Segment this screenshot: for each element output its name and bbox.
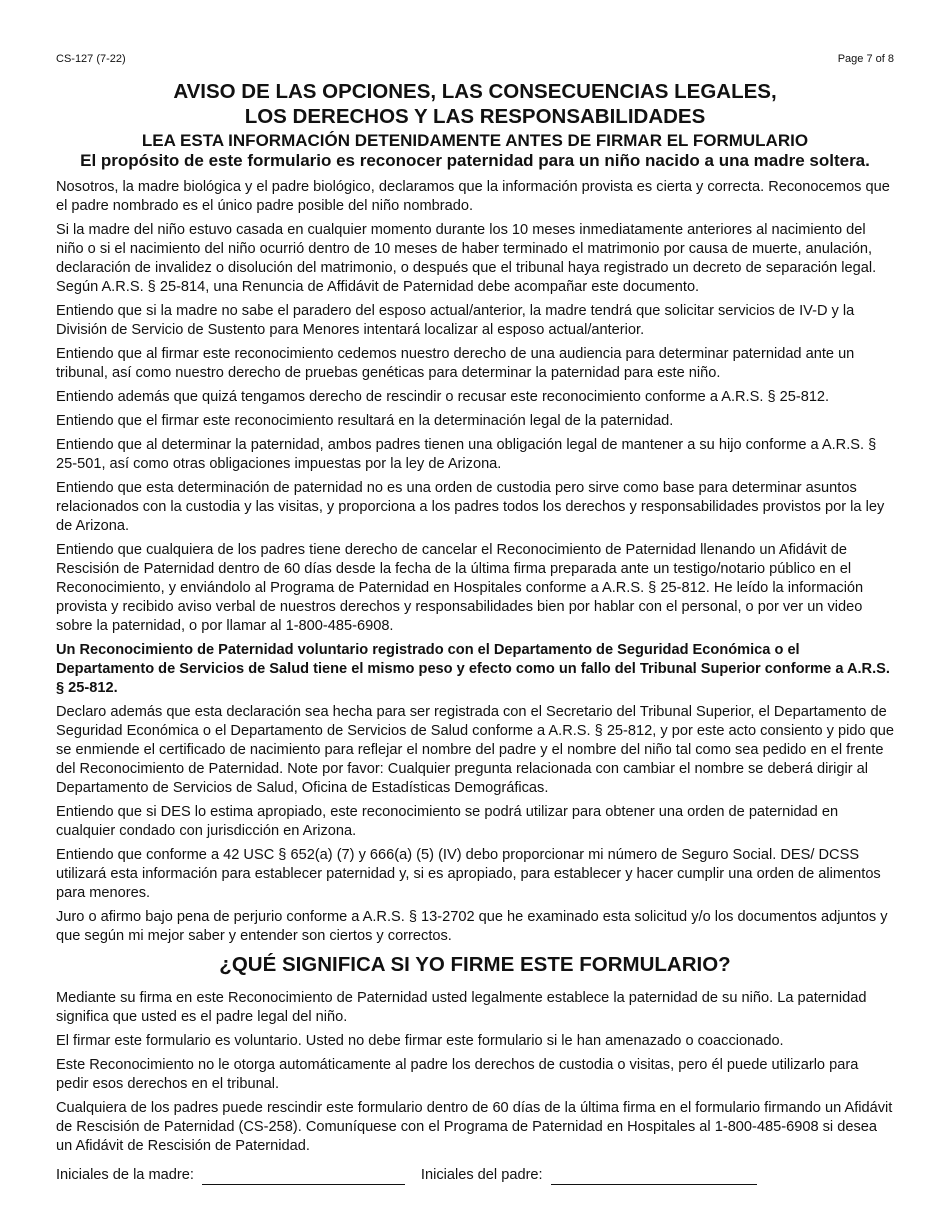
page-number: Page 7 of 8 xyxy=(837,53,894,65)
paragraph-bold-notice: Un Reconocimiento de Paternidad voluntario registrado con el Departamento de Seguridad Económica o el Departamento de Servicios de Salud tiene el mismo peso y efecto como un fallo del Tribunal Superior conforme a A.R.S. § 25-812. xyxy=(56,642,890,696)
paragraph: Entiendo además que quizá tengamos derecho de rescindir o recusar este reconocimiento conforme a A.R.S. § 25-812. xyxy=(56,389,830,405)
paragraph: Entiendo que si la madre no sabe el paradero del esposo actual/anterior, la madre tendrá que solicitar servicios de IV-D y la División de Servicio de Sustento para Menores intentará localizar al esposo actual/anterior. xyxy=(56,303,855,338)
paragraph: Este Reconocimiento no le otorga automáticamente al padre los derechos de custodia o visitas, pero él puede utilizarlo para pedir esos derechos en el tribunal. xyxy=(56,1057,859,1092)
paragraph: Declaro además que esta declaración sea hecha para ser registrada con el Secretario del Tribunal Superior, el Departamento de Seguridad Económica o el Departamento de Servicios de Salud conforme a A.R.S. § 25-812, y por este acto consiento y pido que se enmiende el certificado de nacimiento para reflejar el nombre del padre y el nombre del niño tal como sea pedido en el frente del Reconocimiento de Paternidad. Note por favor: Cualquier pregunta relacionada con cambiar el nombre se deberá dirigir al Departamento de Servicios de Salud, Oficina de Estadísticas Demográficas. xyxy=(56,704,895,796)
paragraph: Cualquiera de los padres puede rescindir este formulario dentro de 60 días de la última firma en el formulario firmando un Afidávit de Rescisión de Paternidad (CS-258). Comuníquese con el Programa de Paternidad en Hospitales al 1-800-485-6908 si desea un Afidávit de Rescisión de Paternidad. xyxy=(56,1100,893,1154)
paragraph: Entiendo que esta determinación de paternidad no es una orden de custodia pero sirve como base para determinar asuntos relacionados con la custodia y las visitas, y proporciona a los padres todos los derechos y responsabilidades provistos por la ley de Arizona. xyxy=(56,480,885,534)
paragraph: Entiendo que conforme a 42 USC § 652(a) (7) y 666(a) (5) (IV) debo proporcionar mi número de Seguro Social. DES/ DCSS utilizará esta información para establecer paternidad y, si es apropiado, para establecer y hacer cumplir una orden de alimentos para menores. xyxy=(56,847,881,901)
father-initials-field[interactable] xyxy=(551,1169,757,1185)
paragraph: Mediante su firma en este Reconocimiento de Paternidad usted legalmente establece la paternidad de su niño. La paternidad significa que usted es el padre legal del niño. xyxy=(56,990,867,1025)
subtitle-instruction: LEA ESTA INFORMACIÓN DETENIDAMENTE ANTES DE FIRMAR EL FORMULARIO xyxy=(141,131,809,150)
paragraph: Nosotros, la madre biológica y el padre biológico, declaramos que la información provista es cierta y correcta. Reconocemos que el padre nombrado es el único padre posible del niño nombrado. xyxy=(56,179,890,214)
page-title xyxy=(56,79,894,129)
section-title: ¿QUÉ SIGNIFICA SI YO FIRME ESTE FORMULARIO? xyxy=(219,953,731,976)
paragraph: Entiendo que al determinar la paternidad, ambos padres tienen una obligación legal de mantener a su hijo conforme a A.R.S. § 25-501, así como otras obligaciones impuestas por la ley de Arizona. xyxy=(56,437,877,472)
paragraph: Entiendo que si DES lo estima apropiado, este reconocimiento se podrá utilizar para obtener una orden de paternidad en cualquier condado con jurisdicción en Arizona. xyxy=(56,804,839,839)
mother-initials-label: Iniciales de la madre: xyxy=(56,1167,194,1183)
title-line-1: AVISO DE LAS OPCIONES, LAS CONSECUENCIAS LEGALES, xyxy=(173,80,777,103)
father-initials-label: Iniciales del padre: xyxy=(420,1167,543,1183)
form-code: CS-127 (7-22) xyxy=(56,53,126,65)
paragraph: El firmar este formulario es voluntario. Usted no debe firmar este formulario si le han amenazado o coaccionado. xyxy=(56,1033,784,1049)
paragraph: Entiendo que el firmar este reconocimiento resultará en la determinación legal de la paternidad. xyxy=(56,413,674,429)
subtitle-purpose: El propósito de este formulario es reconocer paternidad para un niño nacido a una madre soltera. xyxy=(80,151,870,170)
paragraph: Si la madre del niño estuvo casada en cualquier momento durante los 10 meses inmediatamente anteriores al nacimiento del niño o si el nacimiento del niño ocurrió dentro de 10 meses de haber terminado el matrimonio por causa de muerte, anulación, declaración de invalidez o disolución del matrimonio, o después que el tribunal haya registrado un decreto de separación legal. Según A.R.S. § 25-814, una Renuncia de Affidávit de Paternidad debe acompañar este documento. xyxy=(56,222,877,295)
paragraph: Entiendo que cualquiera de los padres tiene derecho de cancelar el Reconocimiento de Paternidad llenando un Afidávit de Rescisión de Paternidad dentro de 60 días desde la fecha de la última firma preparada ante un testigo/notario público en el Reconocimiento, y enviándolo al Programa de Paternidad en Hospitales conforme a A.R.S. § 25-812. He leído la información provista y recibido aviso verbal de nuestros derechos y responsabilidades bien por hablar con el personal, o por ver un video sobre la paternidad, o por llamar al 1-800-485-6908. xyxy=(56,542,864,634)
title-line-2: LOS DERECHOS Y LAS RESPONSABILIDADES xyxy=(244,105,706,128)
paragraph: Entiendo que al firmar este reconocimiento cedemos nuestro derecho de una audiencia para determinar paternidad ante un tribunal, así como nuestro derecho de pruebas genéticas para determinar la paternidad para este niño. xyxy=(56,346,855,381)
initials-row xyxy=(56,1166,894,1185)
paragraph: Juro o afirmo bajo pena de perjurio conforme a A.R.S. § 13-2702 que he examinado esta solicitud y/o los documentos adjuntos y que según mi mejor saber y entender son ciertos y correctos. xyxy=(56,909,888,944)
mother-initials-field[interactable] xyxy=(202,1169,405,1185)
